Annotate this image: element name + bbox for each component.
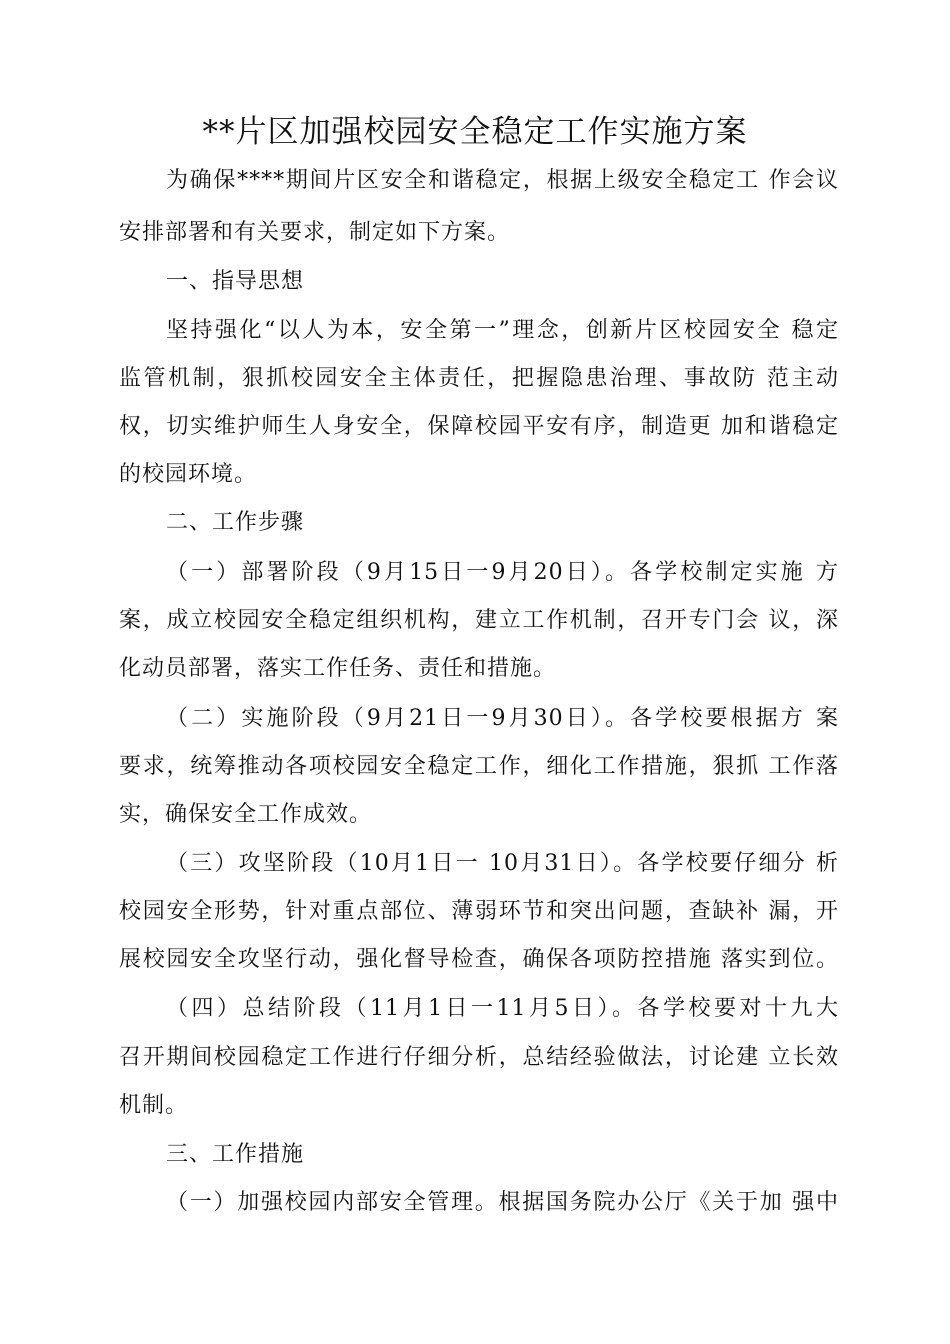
- paragraph-step-3-line-1: （三）攻坚阶段（10月1日一 10月31日）。各学校要仔细分 析: [166, 851, 839, 876]
- paragraph-step-1-line-2: 案，成立校园安全稳定组织机构，建立工作机制，召开专门会 议，深: [119, 608, 839, 633]
- paragraph-step-1-line-3: 化动员部署，落实工作任务、责任和措施。: [119, 656, 557, 681]
- section-heading-work-measures: 三、工作措施: [166, 1142, 305, 1167]
- section-heading-work-steps: 二、工作步骤: [166, 510, 305, 535]
- paragraph-step-1-line-1: （一）部署阶段（9月15日一9月20日）。各学校制定实施 方: [166, 560, 839, 585]
- paragraph-step-2-line-2: 要求，统筹推动各项校园安全稳定工作，细化工作措施，狠抓 工作落: [119, 754, 839, 779]
- paragraph-step-4-line-3: 机制。: [119, 1093, 189, 1118]
- section-heading-guiding-principle: 一、指导思想: [166, 269, 305, 294]
- paragraph-step-2-line-3: 实，确保安全工作成效。: [119, 802, 373, 827]
- paragraph-intro-line-2: 安排部署和有关要求，制定如下方案。: [119, 220, 511, 245]
- paragraph-principle-line-4: 的校园环境。: [119, 462, 258, 487]
- paragraph-principle-line-1: 坚持强化“以人为本，安全第一”理念，创新片区校园安全 稳定: [166, 318, 839, 343]
- paragraph-step-4-line-1: （四）总结阶段（11月1日一11月5日）。各学校要对十九大: [166, 996, 839, 1021]
- paragraph-step-3-line-3: 展校园安全攻坚行动，强化督导检查，确保各项防控措施 落实到位。: [119, 947, 839, 972]
- document-title: **片区加强校园安全稳定工作实施方案: [202, 114, 748, 150]
- paragraph-intro-line-1: 为确保****期间片区安全和谐稳定，根据上级安全稳定工 作会议: [166, 168, 839, 193]
- paragraph-step-2-line-1: （二）实施阶段（9月21日一9月30日）。各学校要根据方 案: [166, 706, 839, 731]
- paragraph-principle-line-2: 监管机制，狠抓校园安全主体责任，把握隐患治理、事故防 范主动: [119, 366, 839, 391]
- paragraph-principle-line-3: 权，切实维护师生人身安全，保障校园平安有序，制造更 加和谐稳定: [119, 414, 839, 439]
- paragraph-step-3-line-2: 校园安全形势，针对重点部位、薄弱环节和突出问题，查缺补 漏，开: [119, 899, 839, 924]
- paragraph-measure-1-line-1: （一）加强校园内部安全管理。根据国务院办公厅《关于加 强中: [166, 1190, 839, 1215]
- paragraph-step-4-line-2: 召开期间校园稳定工作进行仔细分析，总结经验做法，讨论建 立长效: [119, 1045, 839, 1070]
